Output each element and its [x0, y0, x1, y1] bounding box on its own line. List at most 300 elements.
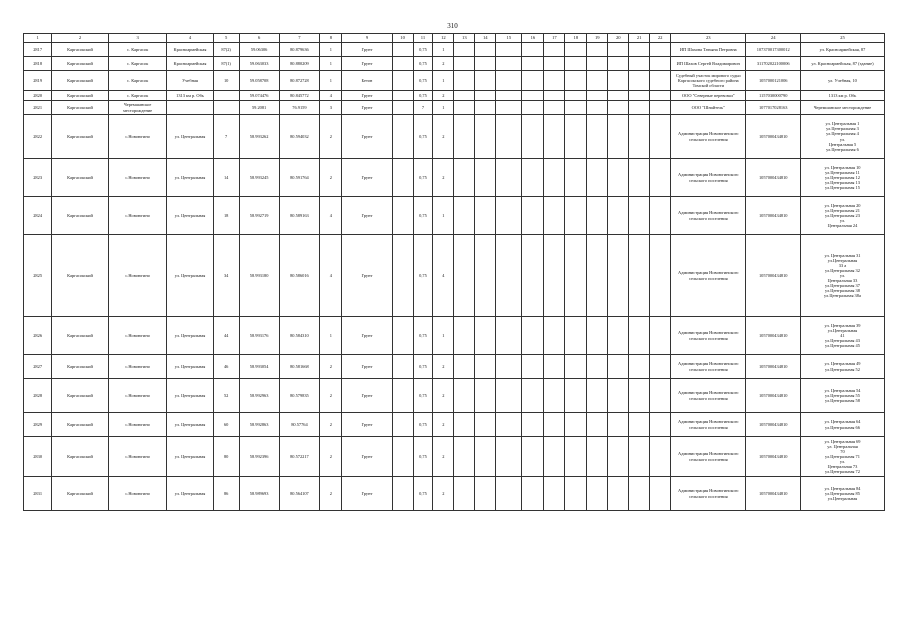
row-number: 2826 [24, 317, 52, 355]
column-number: 6 [239, 34, 279, 43]
table-row [24, 71, 885, 91]
empty-cell [454, 197, 475, 235]
column-number: 18 [565, 34, 587, 43]
empty-cell [475, 355, 496, 379]
latitude-cell: 59.06306 [239, 43, 279, 57]
ogrn-cell: 1057000434810 [746, 197, 800, 235]
column-number: 24 [746, 34, 800, 43]
empty-cell [544, 317, 565, 355]
table-row [24, 235, 885, 317]
address-line: ул.Центральная 12 [825, 174, 860, 180]
street-cell: ул. Центральная [167, 477, 213, 511]
empty-cell [629, 235, 650, 317]
row-number: 2821 [24, 101, 52, 115]
street-cell: ул. Центральная [167, 317, 213, 355]
empty-cell [608, 413, 629, 437]
settlement-cell: с.Новоюгино [108, 317, 167, 355]
empty-cell [587, 43, 608, 57]
table-row [24, 413, 885, 437]
empty-cell [650, 71, 671, 91]
latitude-cell: 58.993245 [239, 159, 279, 197]
empty-cell [392, 57, 413, 71]
area-cell: 0,75 [413, 355, 433, 379]
empty-cell [650, 235, 671, 317]
empty-cell [522, 197, 544, 235]
address-line: ул.Центральная 85 [825, 490, 860, 496]
address-line: ул.Центральная 13 [825, 180, 860, 186]
empty-cell [650, 57, 671, 71]
row-number: 2825 [24, 235, 52, 317]
empty-cell [629, 115, 650, 159]
ogrn-cell: 107370017300012 [746, 43, 800, 57]
empty-cell [544, 57, 565, 71]
empty-cell [587, 317, 608, 355]
surface-cell: Грунт [342, 57, 392, 71]
ogrn-cell: 311702022100006 [746, 57, 800, 71]
settlement-cell: с.Новоюгино [108, 477, 167, 511]
empty-cell [629, 197, 650, 235]
empty-cell [475, 101, 496, 115]
column-number: 17 [544, 34, 565, 43]
house-cell: 87(2) [213, 43, 239, 57]
empty-cell [587, 477, 608, 511]
column-number: 5 [213, 34, 239, 43]
empty-cell [608, 43, 629, 57]
empty-cell [650, 317, 671, 355]
empty-cell [608, 379, 629, 413]
row-number: 2829 [24, 413, 52, 437]
address-line: ул. [839, 218, 846, 224]
empty-cell [629, 57, 650, 71]
containers-cell: 1 [320, 43, 342, 57]
empty-cell [544, 413, 565, 437]
empty-cell [475, 159, 496, 197]
latitude-cell: 58.992863 [239, 413, 279, 437]
empty-cell [392, 101, 413, 115]
latitude-cell: 58.989693 [239, 477, 279, 511]
containers-cell: 2 [320, 115, 342, 159]
surface-cell: Грунт [342, 197, 392, 235]
longitude-cell: 80.57764 [279, 413, 320, 437]
ogrn-cell: 1157030000790 [746, 91, 800, 101]
ogrn-cell: 1057000434810 [746, 115, 800, 159]
empty-cell [522, 159, 544, 197]
containers-cell: 2 [320, 159, 342, 197]
empty-cell [629, 159, 650, 197]
containers-cell: 4 [320, 91, 342, 101]
count-cell: 2 [433, 91, 454, 101]
address-line: ул.Центральная 52 [825, 366, 860, 372]
address-line: ул.Центральная 38 [825, 288, 860, 294]
street-cell [167, 101, 213, 115]
longitude-cell: 80.586016 [279, 235, 320, 317]
empty-cell [650, 355, 671, 379]
empty-cell [475, 379, 496, 413]
longitude-cell: 80.594032 [279, 115, 320, 159]
containers-cell: 1 [320, 57, 342, 71]
empty-cell [522, 379, 544, 413]
containers-cell: 3 [320, 101, 342, 115]
empty-cell [544, 115, 565, 159]
addresses-cell [800, 57, 884, 71]
count-cell: 2 [433, 477, 454, 511]
empty-cell [587, 71, 608, 91]
area-cell: 0,75 [413, 71, 433, 91]
empty-cell [587, 91, 608, 101]
address-line: ул. [839, 459, 846, 465]
street-cell: ул. Центральная [167, 355, 213, 379]
surface-cell: Грунт [342, 317, 392, 355]
surface-cell: Грунт [342, 477, 392, 511]
house-cell [213, 101, 239, 115]
district-cell: Каргасокский [52, 477, 109, 511]
district-cell: Каргасокский [52, 101, 109, 115]
address-line: ул. Красноармейская, 87 [819, 46, 866, 52]
empty-cell [544, 71, 565, 91]
empty-cell [608, 91, 629, 101]
house-cell: 44 [213, 317, 239, 355]
settlement-cell: Черемшанское месторождение [108, 101, 167, 115]
empty-cell [496, 477, 522, 511]
district-cell: Каргасокский [52, 71, 109, 91]
addresses-cell [800, 115, 884, 159]
latitude-cell: 58.992963 [239, 379, 279, 413]
empty-cell [565, 355, 587, 379]
empty-cell [608, 437, 629, 477]
empty-cell [496, 101, 522, 115]
address-line: ул. Центральная 84 [824, 485, 861, 491]
address-line: 70 [840, 448, 845, 454]
containers-cell: 2 [320, 437, 342, 477]
settlement-cell: с. Каргасок [108, 43, 167, 57]
addresses-cell [800, 197, 884, 235]
empty-cell [565, 317, 587, 355]
addresses-cell [800, 91, 884, 101]
longitude-cell: 80.572217 [279, 437, 320, 477]
address-line: ул. Красноармейская, 87 (здание) [811, 60, 874, 66]
settlement-cell: с.Новоюгино [108, 379, 167, 413]
empty-cell [629, 101, 650, 115]
empty-cell [608, 101, 629, 115]
empty-cell [544, 355, 565, 379]
address-line: ул. Центральная 31 [824, 252, 861, 258]
empty-cell [454, 413, 475, 437]
latitude-cell: 58.993180 [239, 235, 279, 317]
column-number: 8 [320, 34, 342, 43]
page-number: 310 [447, 22, 458, 30]
addresses-cell [800, 413, 884, 437]
empty-cell [392, 91, 413, 101]
street-cell: ул. Центральная [167, 235, 213, 317]
empty-cell [544, 91, 565, 101]
empty-cell [629, 43, 650, 57]
ogrn-cell: 1057000434810 [746, 437, 800, 477]
containers-cell: 4 [320, 197, 342, 235]
address-line: ул. Учебная, 10 [828, 77, 857, 83]
empty-cell [565, 159, 587, 197]
empty-cell [565, 71, 587, 91]
address-line: ул. Центральная [827, 443, 858, 449]
count-cell: 4 [433, 235, 454, 317]
table-row [24, 91, 885, 101]
address-line: ул. Центральная 64 [824, 419, 861, 425]
containers-cell: 4 [320, 235, 342, 317]
address-line: 41 [840, 332, 845, 338]
empty-cell [475, 413, 496, 437]
address-line: ул.Центральная 32 [825, 267, 860, 273]
empty-cell [496, 57, 522, 71]
empty-cell [475, 317, 496, 355]
empty-cell [587, 101, 608, 115]
empty-cell [454, 101, 475, 115]
containers-cell: 2 [320, 477, 342, 511]
empty-cell [587, 413, 608, 437]
column-number-row [24, 34, 885, 43]
area-cell: 0,75 [413, 437, 433, 477]
empty-cell [608, 71, 629, 91]
district-cell: Каргасокский [52, 115, 109, 159]
row-number: 2827 [24, 355, 52, 379]
settlement-cell: с. Каргасок [108, 57, 167, 71]
latitude-cell: 58.993054 [239, 355, 279, 379]
area-cell: 0,75 [413, 317, 433, 355]
address-line: ул. Центральная 20 [824, 202, 861, 208]
surface-cell: Грунт [342, 115, 392, 159]
count-cell: 1 [433, 71, 454, 91]
count-cell: 1 [433, 43, 454, 57]
empty-cell [522, 43, 544, 57]
table-row [24, 477, 885, 511]
longitude-cell: 80.584310 [279, 317, 320, 355]
empty-cell [522, 317, 544, 355]
row-number: 2830 [24, 437, 52, 477]
address-line: ул.Центральная [827, 257, 858, 263]
area-cell: 0,75 [413, 477, 433, 511]
address-line: Центральная 24 [827, 223, 858, 229]
count-cell: 2 [433, 379, 454, 413]
ogrn-cell: 1057000434810 [746, 413, 800, 437]
street-cell: ул. Центральная [167, 437, 213, 477]
street-cell: Красноармейская [167, 43, 213, 57]
owner-cell: Администрация Новоюгинского сельского поселения [671, 115, 746, 159]
column-number: 7 [279, 34, 320, 43]
column-number: 25 [800, 34, 884, 43]
longitude-cell: 80.880209 [279, 57, 320, 71]
empty-cell [496, 43, 522, 57]
empty-cell [587, 379, 608, 413]
ogrn-cell: 1057000434810 [746, 355, 800, 379]
empty-cell [565, 115, 587, 159]
empty-cell [544, 43, 565, 57]
ogrn-cell: 1057000434810 [746, 379, 800, 413]
column-number: 23 [671, 34, 746, 43]
row-number: 2819 [24, 71, 52, 91]
longitude-cell: 80.564107 [279, 477, 320, 511]
ogrn-cell: 1057000434810 [746, 477, 800, 511]
owner-cell: Администрация Новоюгинского сельского поселения [671, 317, 746, 355]
area-cell: 0,75 [413, 91, 433, 101]
empty-cell [650, 477, 671, 511]
address-line: ул.Центральная 55 [825, 392, 860, 398]
district-cell: Каргасокский [52, 379, 109, 413]
empty-cell [454, 317, 475, 355]
longitude-cell: 80.845772 [279, 91, 320, 101]
empty-cell [650, 379, 671, 413]
ogrn-cell: 1057000434810 [746, 235, 800, 317]
house-cell: 14 [213, 159, 239, 197]
empty-cell [496, 437, 522, 477]
column-number: 9 [342, 34, 392, 43]
addresses-cell [800, 101, 884, 115]
column-number: 11 [413, 34, 433, 43]
empty-cell [522, 101, 544, 115]
longitude-cell: 80.872728 [279, 71, 320, 91]
empty-cell [544, 379, 565, 413]
settlement-cell: с.Новоюгино [108, 197, 167, 235]
area-cell: 0,75 [413, 235, 433, 317]
address-line: ул.Центральная 3 [826, 126, 859, 132]
column-number: 4 [167, 34, 213, 43]
empty-cell [608, 235, 629, 317]
house-cell: 46 [213, 355, 239, 379]
empty-cell [544, 477, 565, 511]
empty-cell [496, 355, 522, 379]
empty-cell [544, 437, 565, 477]
address-line: ул. Центральная 69 [824, 438, 861, 444]
surface-cell: Грунт [342, 437, 392, 477]
address-line: ул.Центральная 38а [824, 293, 861, 299]
empty-cell [475, 437, 496, 477]
row-number: 2831 [24, 477, 52, 511]
owner-cell: Администрация Новоюгинского сельского поселения [671, 413, 746, 437]
address-line: ул.Центральная 21 [825, 207, 860, 213]
table-row [24, 317, 885, 355]
owner-cell: Администрация Новоюгинского сельского поселения [671, 159, 746, 197]
table-row [24, 43, 885, 57]
address-line: 1313 км р. Обь [828, 92, 857, 98]
empty-cell [629, 355, 650, 379]
area-cell: 7 [413, 101, 433, 115]
empty-cell [608, 477, 629, 511]
settlement-cell: с.Новоюгино [108, 437, 167, 477]
longitude-cell: 80.581668 [279, 355, 320, 379]
settlement-cell: с.Новоюгино [108, 413, 167, 437]
empty-cell [608, 197, 629, 235]
longitude-cell: 76.9159 [279, 101, 320, 115]
column-number: 20 [608, 34, 629, 43]
addresses-cell [800, 235, 884, 317]
column-number: 1 [24, 34, 52, 43]
latitude-cell: 58.992719 [239, 197, 279, 235]
district-cell: Каргасокский [52, 413, 109, 437]
surface-cell: Грунт [342, 235, 392, 317]
house-cell: 10 [213, 71, 239, 91]
street-cell: ул. Центральная [167, 197, 213, 235]
address-line: Черемшанское месторождение [813, 104, 872, 110]
column-number: 12 [433, 34, 454, 43]
empty-cell [392, 43, 413, 57]
empty-cell [629, 437, 650, 477]
empty-cell [392, 437, 413, 477]
count-cell: 1 [433, 197, 454, 235]
table-row [24, 437, 885, 477]
empty-cell [475, 71, 496, 91]
address-line: ул.Центральная 11 [825, 169, 860, 175]
street-cell: Учебная [167, 71, 213, 91]
house-cell: 18 [213, 197, 239, 235]
address-line: ул. Центральная 1 [825, 121, 860, 127]
empty-cell [587, 197, 608, 235]
ogrn-cell: 1057000434810 [746, 317, 800, 355]
empty-cell [587, 159, 608, 197]
addresses-cell [800, 355, 884, 379]
latitude-cell: 59.074476 [239, 91, 279, 101]
empty-cell [392, 317, 413, 355]
empty-cell [522, 91, 544, 101]
table-row [24, 355, 885, 379]
empty-cell [496, 115, 522, 159]
count-cell: 2 [433, 57, 454, 71]
area-cell: 0,75 [413, 57, 433, 71]
address-line: Центральная 5 [828, 141, 857, 147]
empty-cell [475, 235, 496, 317]
column-number: 3 [108, 34, 167, 43]
district-cell: Каргасокский [52, 197, 109, 235]
empty-cell [587, 115, 608, 159]
empty-cell [496, 91, 522, 101]
address-line: ул. [839, 272, 846, 278]
district-cell: Каргасокский [52, 91, 109, 101]
ogrn-cell: 1077017028163 [746, 101, 800, 115]
address-line: ул. Центральная 10 [824, 164, 861, 170]
surface-cell: Грунт [342, 379, 392, 413]
empty-cell [544, 197, 565, 235]
house-cell: 80 [213, 437, 239, 477]
house-cell [213, 91, 239, 101]
row-number: 2822 [24, 115, 52, 159]
empty-cell [650, 101, 671, 115]
row-number: 2824 [24, 197, 52, 235]
addresses-cell [800, 71, 884, 91]
street-cell: 1313 км р. Обь [167, 91, 213, 101]
latitude-cell: 58.992396 [239, 437, 279, 477]
empty-cell [629, 379, 650, 413]
empty-cell [544, 235, 565, 317]
district-cell: Каргасокский [52, 57, 109, 71]
empty-cell [454, 43, 475, 57]
row-number: 2820 [24, 91, 52, 101]
empty-cell [475, 57, 496, 71]
addresses-cell [800, 477, 884, 511]
empty-cell [454, 437, 475, 477]
empty-cell [587, 235, 608, 317]
longitude-cell: 80.579835 [279, 379, 320, 413]
containers-cell: 1 [320, 71, 342, 91]
longitude-cell: 80.879636 [279, 43, 320, 57]
column-number: 15 [496, 34, 522, 43]
area-cell: 0,75 [413, 197, 433, 235]
street-cell: Красноармейская [167, 57, 213, 71]
empty-cell [392, 71, 413, 91]
owner-cell: Судебный участок мирового судьи Каргасокского судебного района Томской области [671, 71, 746, 91]
owner-cell: Администрация Новоюгинского сельского поселения [671, 355, 746, 379]
empty-cell [565, 477, 587, 511]
empty-cell [522, 115, 544, 159]
district-cell: Каргасокский [52, 437, 109, 477]
empty-cell [475, 43, 496, 57]
empty-cell [522, 437, 544, 477]
empty-cell [650, 437, 671, 477]
